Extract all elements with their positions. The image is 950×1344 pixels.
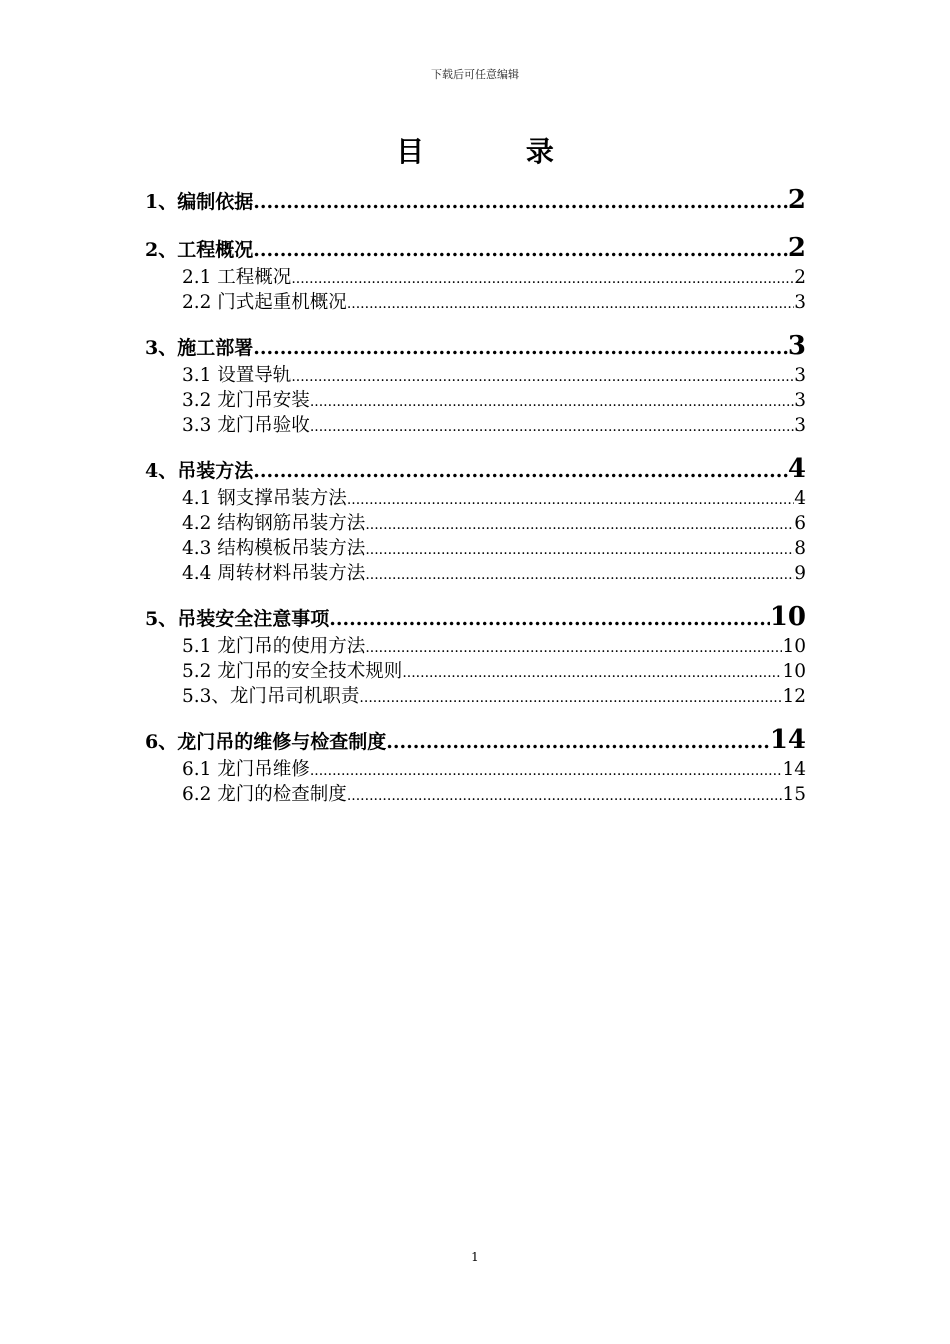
toc-entry-label: 6.2 龙门的检查制度 [182,784,347,805]
dot-leader [291,267,794,290]
toc-page-number: 3 [794,292,806,313]
toc-entry-label: 4.4 周转材料吊装方法 [182,563,366,584]
toc-page-number: 10 [782,661,806,682]
toc-page-number: 2 [787,185,806,215]
toc-section-4[interactable] [145,452,806,486]
dot-leader [291,365,794,388]
toc-subsection-5-1[interactable] [145,634,806,659]
toc-entry-label: 1、编制依据 [145,191,254,213]
toc-page-number: 3 [787,331,806,361]
dot-leader [365,513,794,536]
dot-leader [310,390,794,413]
toc-entry-label: 3、施工部署 [145,337,254,359]
toc-section-6[interactable] [145,723,806,757]
dot-leader [402,661,782,684]
toc-entry-label: 5.2 龙门吊的安全技术规则 [182,661,403,682]
toc-entry-label: 6、龙门吊的维修与检查制度 [145,731,387,753]
toc-page-number: 2 [794,267,806,288]
toc-page-number: 3 [794,415,806,436]
toc-subsection-6-1[interactable] [145,757,806,782]
toc-entry-label: 3.2 龙门吊安装 [182,390,310,411]
toc-subsection-5-2[interactable] [145,659,806,684]
toc-entry-label: 4.1 钢支撑吊装方法 [182,488,347,509]
toc-page-number: 14 [782,759,806,780]
toc-page-number: 15 [782,784,806,805]
dot-leader [386,725,770,757]
toc-subsection-3-1[interactable] [145,363,806,388]
dot-leader [253,331,788,363]
toc-entry-label: 2、工程概况 [145,239,254,261]
toc-page-number: 10 [782,636,806,657]
toc-page-number: 4 [787,454,806,484]
dot-leader [329,602,770,634]
toc-section-5[interactable] [145,600,806,634]
toc-entry-label: 4.3 结构模板吊装方法 [182,538,366,559]
toc-page-number: 10 [769,602,806,632]
toc-section-3[interactable] [145,329,806,363]
toc-page-number: 2 [787,233,806,263]
toc-subsection-4-2[interactable] [145,511,806,536]
page-header: 下载后可任意编辑 [431,68,519,81]
dot-leader [347,784,783,807]
toc-subsection-4-4[interactable] [145,561,806,586]
dot-leader [310,759,783,782]
toc-subsection-4-3[interactable] [145,536,806,561]
dot-leader [347,488,794,511]
dot-leader [253,233,788,265]
toc-entry-label: 2.1 工程概况 [182,267,292,288]
toc-entry-label: 4.2 结构钢筋吊装方法 [182,513,366,534]
toc-page-number: 9 [794,563,806,584]
toc-page-number: 3 [794,390,806,411]
toc-page-number: 6 [794,513,806,534]
toc-subsection-5-3[interactable] [145,684,806,709]
dot-leader [359,686,782,709]
toc-entry-label: 3.1 设置导轨 [182,365,292,386]
toc-entry-label: 2.2 门式起重机概况 [182,292,347,313]
dot-leader [310,415,794,438]
toc-subsection-6-2[interactable] [145,782,806,807]
dot-leader [365,538,794,561]
dot-leader [253,454,788,486]
toc-subsection-2-1[interactable] [145,265,806,290]
toc-entry-label: 6.1 龙门吊维修 [182,759,310,780]
dot-leader [365,636,782,659]
table-of-contents [145,183,806,807]
dot-leader [347,292,794,315]
toc-section-1[interactable] [145,183,806,217]
toc-subsection-3-3[interactable] [145,413,806,438]
toc-page-number: 12 [782,686,806,707]
toc-page-number: 14 [769,725,806,755]
toc-subsection-2-2[interactable] [145,290,806,315]
toc-entry-label: 5、吊装安全注意事项 [145,608,330,630]
toc-subsection-4-1[interactable] [145,486,806,511]
toc-entry-label: 5.1 龙门吊的使用方法 [182,636,366,657]
toc-section-2[interactable] [145,231,806,265]
toc-entry-label: 5.3、龙门吊司机职责 [182,686,360,707]
dot-leader [253,185,788,217]
toc-title: 目 录 [396,135,600,168]
toc-entry-label: 4、吊装方法 [145,460,254,482]
toc-entry-label: 3.3 龙门吊验收 [182,415,310,436]
toc-page-number: 4 [794,488,806,509]
toc-subsection-3-2[interactable] [145,388,806,413]
page-number-footer: 1 [471,1250,479,1264]
toc-page-number: 3 [794,365,806,386]
dot-leader [365,563,794,586]
toc-page-number: 8 [794,538,806,559]
